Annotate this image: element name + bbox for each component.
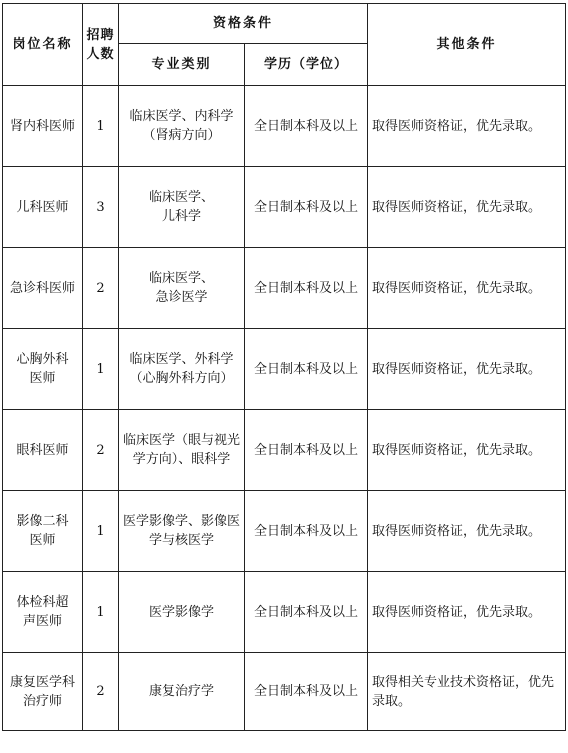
table-row — [3, 572, 566, 653]
cell-education: 全日制本科及以上 — [245, 491, 368, 572]
cell-count: 2 — [83, 653, 119, 731]
cell-other: 取得医师资格证，优先录取。 — [368, 572, 566, 653]
cell-education: 全日制本科及以上 — [245, 329, 368, 410]
header-education: 学历（学位） — [245, 44, 368, 86]
cell-other: 取得医师资格证，优先录取。 — [368, 248, 566, 329]
cell-major: 医学影像学、影像医学与核医学 — [119, 491, 245, 572]
cell-position: 体检科超声医师 — [3, 572, 83, 653]
cell-count: 1 — [83, 491, 119, 572]
cell-position: 儿科医师 — [3, 167, 83, 248]
cell-major: 临床医学、外科学（心胸外科方向） — [119, 329, 245, 410]
cell-education: 全日制本科及以上 — [245, 86, 368, 167]
cell-count: 1 — [83, 572, 119, 653]
cell-count: 1 — [83, 86, 119, 167]
table-row — [3, 329, 566, 410]
cell-other: 取得医师资格证，优先录取。 — [368, 410, 566, 491]
cell-other: 取得医师资格证，优先录取。 — [368, 167, 566, 248]
recruitment-table — [2, 3, 566, 731]
cell-other: 取得医师资格证，优先录取。 — [368, 329, 566, 410]
header-count: 招聘人数 — [83, 4, 119, 86]
table-row — [3, 410, 566, 491]
table-row — [3, 167, 566, 248]
cell-major: 临床医学、内科学（肾病方向） — [119, 86, 245, 167]
cell-education: 全日制本科及以上 — [245, 167, 368, 248]
cell-other: 取得医师资格证，优先录取。 — [368, 491, 566, 572]
cell-count: 3 — [83, 167, 119, 248]
cell-major: 临床医学、儿科学 — [119, 167, 245, 248]
header-position: 岗位名称 — [3, 4, 83, 86]
cell-position: 肾内科医师 — [3, 86, 83, 167]
header-other: 其他条件 — [368, 4, 566, 86]
cell-position: 心胸外科医师 — [3, 329, 83, 410]
header-major: 专业类别 — [119, 44, 245, 86]
cell-major: 康复治疗学 — [119, 653, 245, 731]
cell-position: 眼科医师 — [3, 410, 83, 491]
cell-count: 1 — [83, 329, 119, 410]
cell-education: 全日制本科及以上 — [245, 410, 368, 491]
header-qualifications: 资格条件 — [119, 4, 368, 44]
cell-major: 医学影像学 — [119, 572, 245, 653]
table-row — [3, 653, 566, 731]
cell-position: 急诊科医师 — [3, 248, 83, 329]
cell-other: 取得医师资格证，优先录取。 — [368, 86, 566, 167]
cell-education: 全日制本科及以上 — [245, 653, 368, 731]
cell-education: 全日制本科及以上 — [245, 248, 368, 329]
table-row — [3, 86, 566, 167]
cell-count: 2 — [83, 410, 119, 491]
cell-position: 影像二科医师 — [3, 491, 83, 572]
cell-major: 临床医学（眼与视光学方向）、眼科学 — [119, 410, 245, 491]
cell-major: 临床医学、急诊医学 — [119, 248, 245, 329]
cell-other: 取得相关专业技术资格证，优先录取。 — [368, 653, 566, 731]
cell-education: 全日制本科及以上 — [245, 572, 368, 653]
cell-position: 康复医学科治疗师 — [3, 653, 83, 731]
cell-count: 2 — [83, 248, 119, 329]
table-row — [3, 248, 566, 329]
table-row — [3, 491, 566, 572]
